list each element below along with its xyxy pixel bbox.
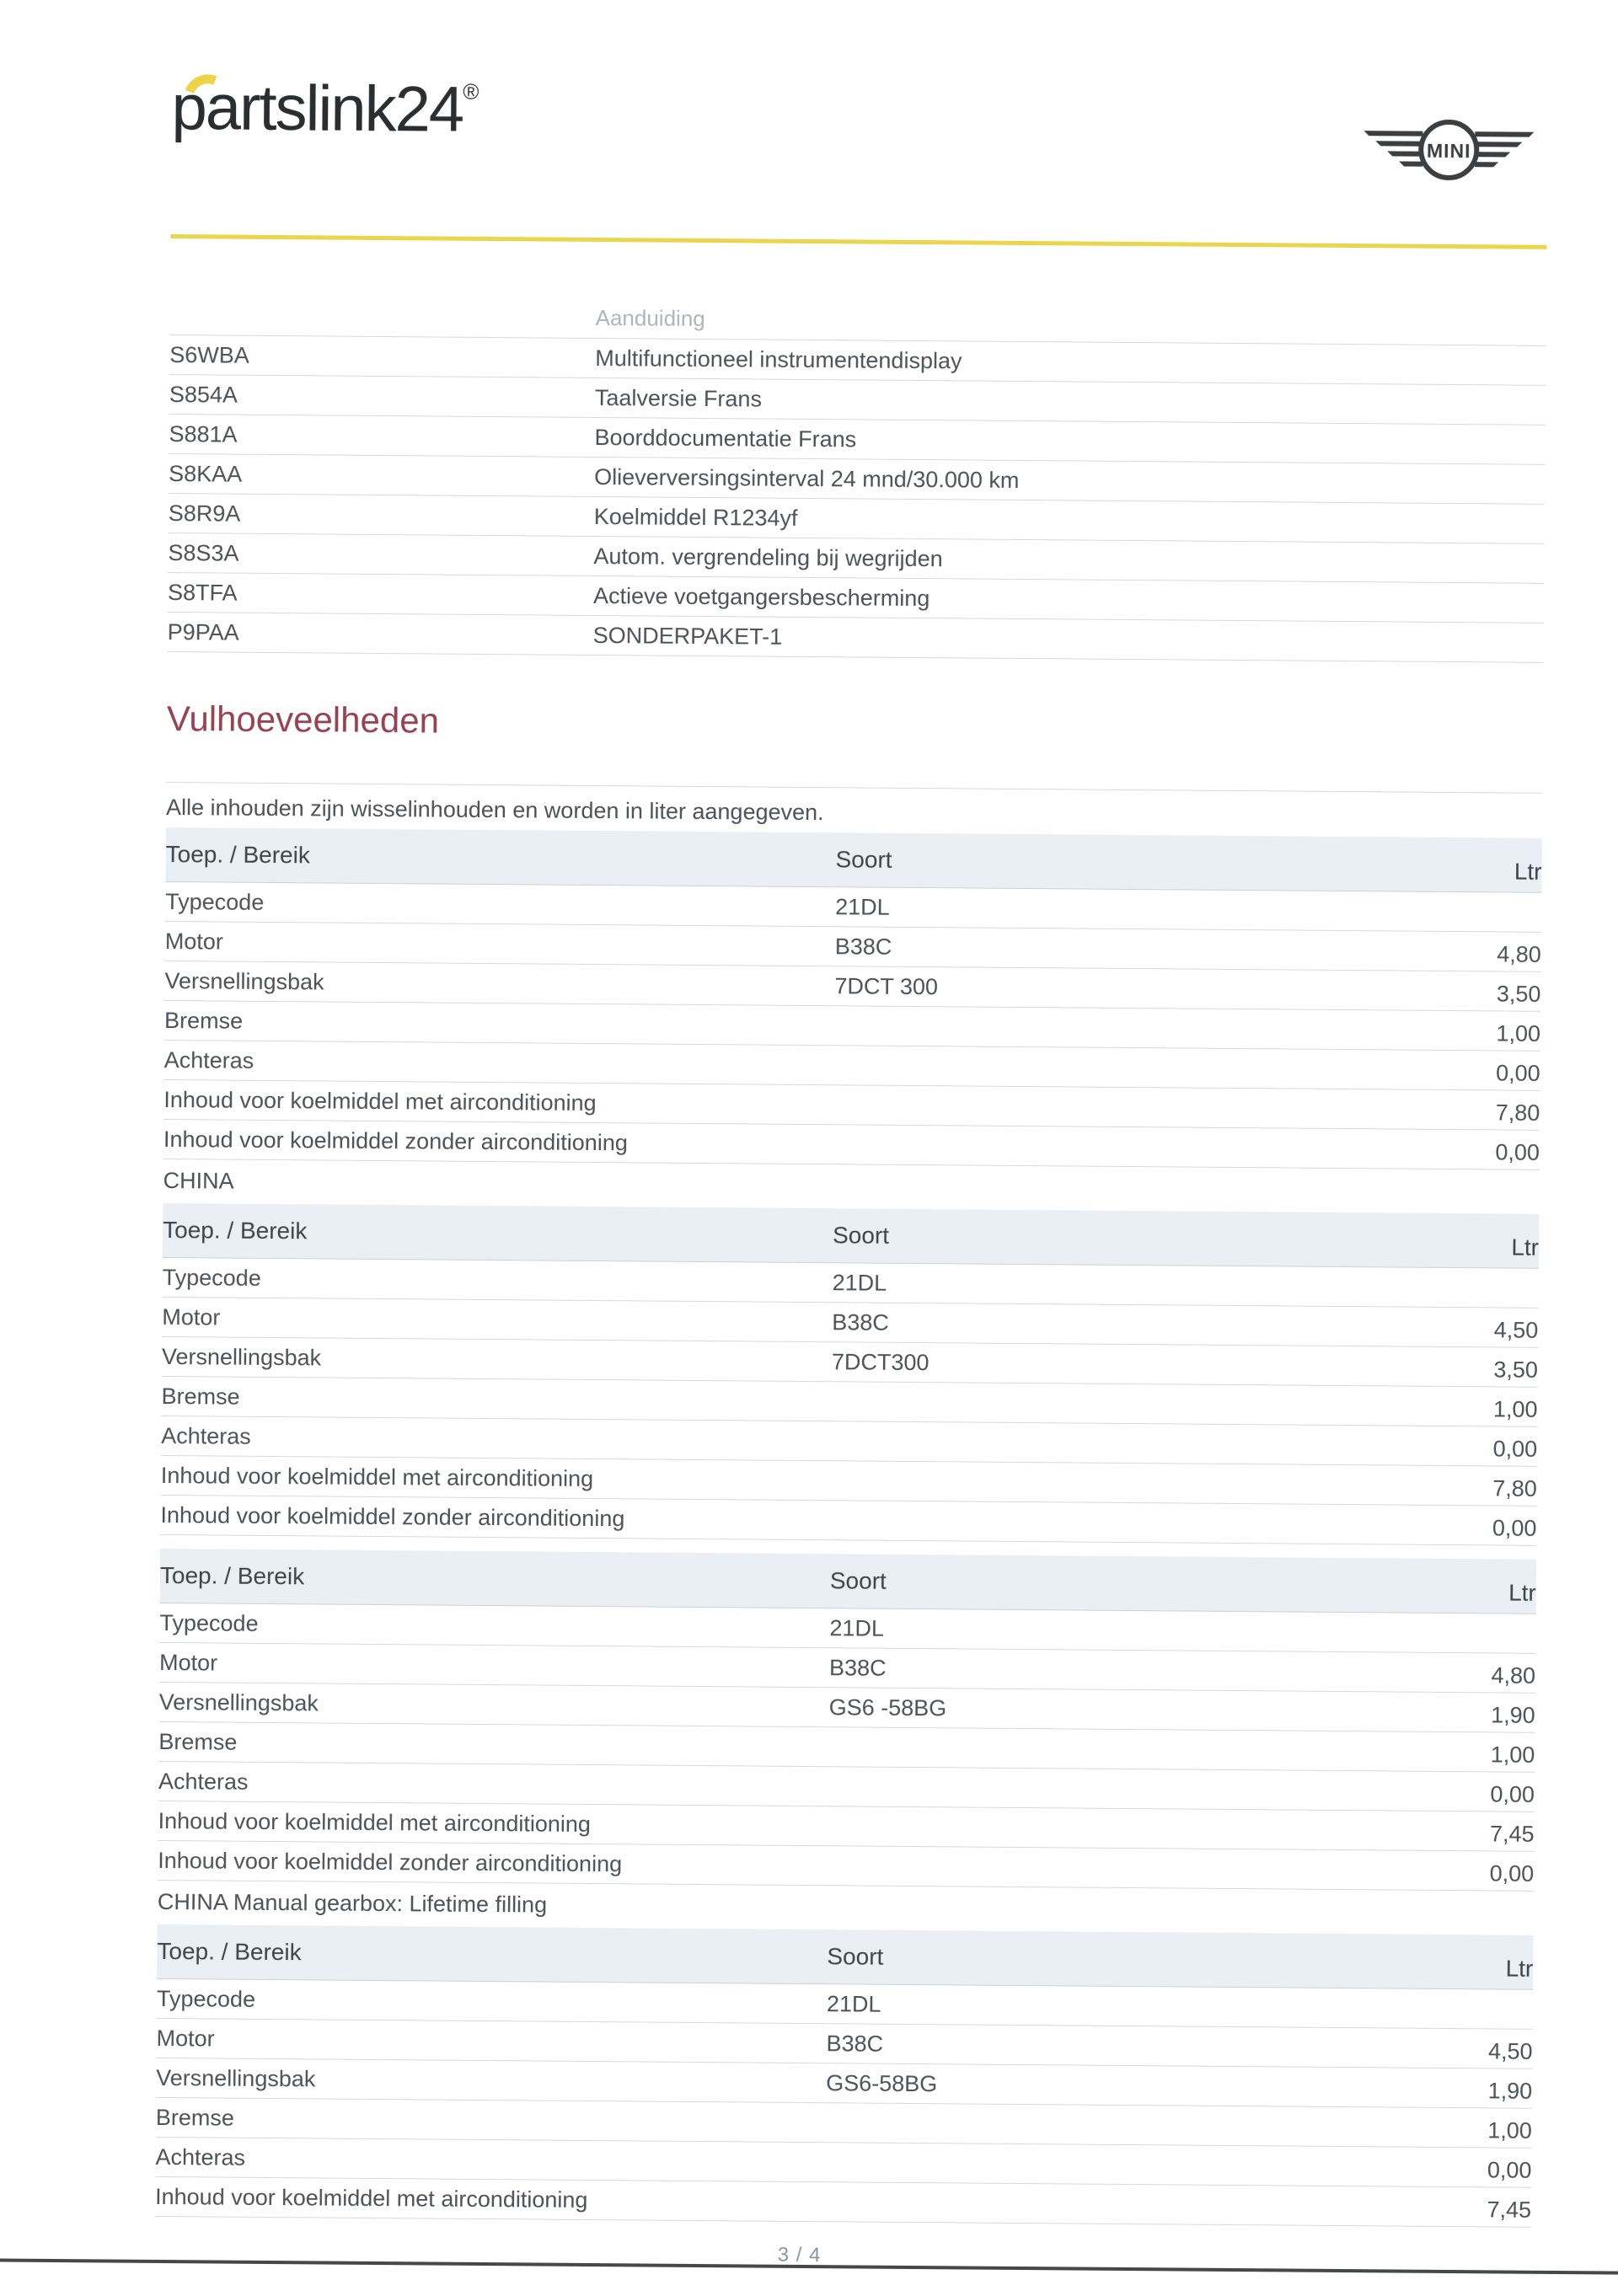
soort-cell bbox=[828, 1865, 1441, 1871]
col-header-ltr: Ltr bbox=[1508, 1579, 1536, 1606]
code-cell: P9PAA bbox=[167, 618, 239, 645]
toep-cell: Inhoud voor koelmiddel met airconditioning bbox=[163, 1086, 597, 1116]
toep-cell: Achteras bbox=[161, 1422, 251, 1449]
toep-cell: Bremse bbox=[155, 2104, 235, 2131]
toep-cell: Versnellingsbak bbox=[158, 1689, 319, 1716]
ltr-cell: 0,00 bbox=[1492, 1515, 1537, 1541]
ltr-cell: 1,90 bbox=[1487, 2078, 1533, 2104]
ltr-cell: 3,50 bbox=[1496, 981, 1541, 1007]
toep-cell: Inhoud voor koelmiddel met airconditioning bbox=[158, 1807, 592, 1837]
codes-table bbox=[168, 291, 1546, 663]
toep-cell: Bremse bbox=[158, 1728, 238, 1755]
toep-cell: Motor bbox=[158, 1649, 218, 1676]
soort-cell: 21DL bbox=[829, 1614, 885, 1641]
soort-cell: 21DL bbox=[826, 1990, 881, 2017]
toep-cell: Inhoud voor koelmiddel zonder airconditioning bbox=[163, 1126, 628, 1156]
desc-cell: Multifunctioneel instrumentendisplay bbox=[595, 345, 962, 373]
ltr-cell: 1,00 bbox=[1492, 1396, 1538, 1422]
ltr-cell bbox=[1440, 2025, 1533, 2029]
section-title: Vulhoeveelheden bbox=[166, 698, 440, 741]
soort-cell bbox=[831, 1441, 1444, 1446]
toep-cell: Bremse bbox=[163, 1007, 244, 1034]
section-divider bbox=[166, 782, 1542, 794]
desc-cell: Koelmiddel R1234yf bbox=[593, 503, 798, 531]
soort-cell bbox=[833, 1105, 1447, 1110]
soort-cell: B38C bbox=[834, 933, 892, 960]
soort-cell bbox=[828, 1826, 1442, 1831]
intro-text: Alle inhouden zijn wisselinhouden en worden in liter aangegeven. bbox=[165, 795, 824, 826]
col-header-soort: Soort bbox=[832, 1222, 890, 1249]
soort-cell: 7DCT 300 bbox=[834, 972, 939, 999]
col-header-ltr: Ltr bbox=[1511, 1234, 1540, 1260]
ltr-cell: 4,50 bbox=[1493, 1317, 1539, 1343]
code-cell: S8TFA bbox=[167, 579, 238, 606]
ltr-cell: 0,00 bbox=[1492, 1436, 1538, 1462]
ltr-cell: 0,00 bbox=[1487, 2157, 1532, 2183]
toep-cell: Inhoud voor koelmiddel met airconditioning bbox=[160, 1462, 594, 1491]
soort-cell: GS6 -58BG bbox=[828, 1694, 947, 1721]
col-header-soort: Soort bbox=[829, 1567, 887, 1594]
toep-cell: Typecode bbox=[159, 1609, 259, 1636]
toep-cell: Bremse bbox=[161, 1383, 240, 1410]
code-cell: S8R9A bbox=[168, 500, 241, 527]
ltr-cell: 0,00 bbox=[1489, 1860, 1535, 1887]
soort-cell: B38C bbox=[826, 2030, 884, 2057]
page-header bbox=[171, 72, 1548, 190]
soort-cell: GS6-58BG bbox=[826, 2069, 938, 2096]
soort-cell: B38C bbox=[828, 1654, 887, 1681]
soort-cell bbox=[831, 1480, 1444, 1485]
logo-p-letter: p bbox=[171, 72, 206, 144]
code-cell: S881A bbox=[169, 420, 238, 447]
soort-cell: 21DL bbox=[835, 893, 890, 920]
toep-cell: Versnellingsbak bbox=[164, 967, 324, 995]
soort-cell bbox=[830, 1520, 1444, 1525]
ltr-cell: 0,00 bbox=[1495, 1060, 1540, 1086]
desc-cell: Boorddocumentatie Frans bbox=[594, 424, 857, 452]
col-header-ltr: Ltr bbox=[1505, 1955, 1534, 1982]
soort-cell bbox=[828, 1747, 1442, 1752]
code-cell: S8KAA bbox=[169, 460, 243, 487]
toep-cell: Inhoud voor koelmiddel zonder airconditioning bbox=[158, 1847, 623, 1876]
ltr-cell: 4,80 bbox=[1497, 941, 1541, 967]
china-manual-gearbox-label: CHINA Manual gearbox: Lifetime filling bbox=[157, 1888, 548, 1918]
toep-cell: Achteras bbox=[158, 1768, 249, 1795]
toep-cell: Achteras bbox=[163, 1046, 254, 1073]
fill-table-1 bbox=[163, 827, 1542, 1170]
soort-cell bbox=[825, 2202, 1439, 2207]
ltr-cell: 4,50 bbox=[1487, 2038, 1533, 2064]
toep-cell: Motor bbox=[156, 2025, 215, 2052]
ltr-cell: 1,00 bbox=[1487, 2117, 1532, 2143]
toep-cell: Typecode bbox=[156, 1985, 256, 2012]
soort-cell bbox=[833, 1144, 1447, 1149]
soort-cell bbox=[834, 1065, 1448, 1070]
ltr-cell bbox=[1443, 1649, 1535, 1653]
codes-header-aanduiding: Aanduiding bbox=[595, 304, 705, 332]
toep-cell: Motor bbox=[164, 928, 223, 955]
soort-cell bbox=[826, 2122, 1439, 2127]
col-header-toep: Toep. / Bereik bbox=[165, 841, 310, 869]
ltr-cell bbox=[1449, 928, 1541, 932]
page-number: 3 / 4 bbox=[777, 2243, 822, 2267]
code-cell: S6WBA bbox=[169, 341, 249, 368]
toep-cell: Motor bbox=[162, 1303, 221, 1330]
ltr-cell: 0,00 bbox=[1490, 1781, 1535, 1807]
desc-cell: SONDERPAKET-1 bbox=[592, 622, 783, 650]
toep-cell: Typecode bbox=[162, 1264, 261, 1291]
partslink24-logo bbox=[171, 72, 480, 146]
ltr-cell bbox=[1445, 1303, 1538, 1308]
fill-table-2 bbox=[160, 1203, 1539, 1546]
col-header-ltr: Ltr bbox=[1514, 858, 1542, 885]
soort-cell bbox=[832, 1401, 1445, 1406]
ltr-cell: 3,50 bbox=[1493, 1357, 1539, 1383]
col-header-toep: Toep. / Bereik bbox=[157, 1938, 302, 1966]
col-header-soort: Soort bbox=[827, 1943, 884, 1970]
mini-logo-icon bbox=[1360, 110, 1538, 190]
mini-logo-text: MINI bbox=[1426, 139, 1471, 163]
ltr-cell: 7,45 bbox=[1487, 2197, 1532, 2223]
soort-cell bbox=[825, 2162, 1439, 2167]
soort-cell: B38C bbox=[832, 1309, 889, 1335]
logo-text: artslink24 bbox=[205, 72, 463, 146]
toep-cell: Versnellingsbak bbox=[156, 2064, 316, 2092]
desc-cell: Olieverversingsinterval 24 mnd/30.000 km bbox=[594, 463, 1020, 493]
code-cell: S8S3A bbox=[168, 539, 239, 566]
col-header-toep: Toep. / Bereik bbox=[159, 1562, 305, 1590]
codes-header-spacer bbox=[170, 328, 596, 331]
soort-cell: 21DL bbox=[832, 1269, 887, 1296]
soort-cell bbox=[828, 1786, 1442, 1791]
ltr-cell: 1,90 bbox=[1490, 1702, 1535, 1728]
ltr-cell: 1,00 bbox=[1496, 1020, 1541, 1046]
fill-table-3 bbox=[158, 1549, 1536, 1892]
col-header-soort: Soort bbox=[835, 846, 892, 873]
desc-cell: Taalversie Frans bbox=[594, 384, 763, 412]
ltr-cell: 7,45 bbox=[1489, 1821, 1535, 1847]
desc-cell: Autom. vergrendeling bij wegrijden bbox=[593, 543, 943, 571]
ltr-cell: 7,80 bbox=[1492, 1475, 1537, 1501]
ltr-cell: 0,00 bbox=[1495, 1139, 1540, 1165]
logo-p bbox=[171, 72, 206, 144]
toep-cell: Inhoud voor koelmiddel zonder airconditioning bbox=[160, 1501, 625, 1531]
china-label: CHINA bbox=[163, 1167, 234, 1194]
registered-mark: ® bbox=[463, 78, 480, 104]
toep-cell: Typecode bbox=[165, 888, 265, 915]
toep-cell: Versnellingsbak bbox=[161, 1343, 322, 1371]
col-header-toep: Toep. / Bereik bbox=[163, 1217, 308, 1244]
ltr-cell: 7,80 bbox=[1495, 1100, 1540, 1126]
brand-accent-rule bbox=[170, 234, 1546, 249]
code-cell: S854A bbox=[169, 381, 238, 408]
ltr-cell: 1,00 bbox=[1490, 1742, 1535, 1768]
soort-cell: 7DCT300 bbox=[831, 1348, 930, 1375]
soort-cell bbox=[834, 1025, 1448, 1030]
desc-cell: Actieve voetgangersbescherming bbox=[592, 582, 930, 611]
ltr-cell: 4,80 bbox=[1491, 1662, 1536, 1689]
fill-table-4 bbox=[155, 1924, 1534, 2228]
toep-cell: Achteras bbox=[155, 2143, 246, 2170]
toep-cell: Inhoud voor koelmiddel met airconditioning bbox=[155, 2183, 588, 2213]
